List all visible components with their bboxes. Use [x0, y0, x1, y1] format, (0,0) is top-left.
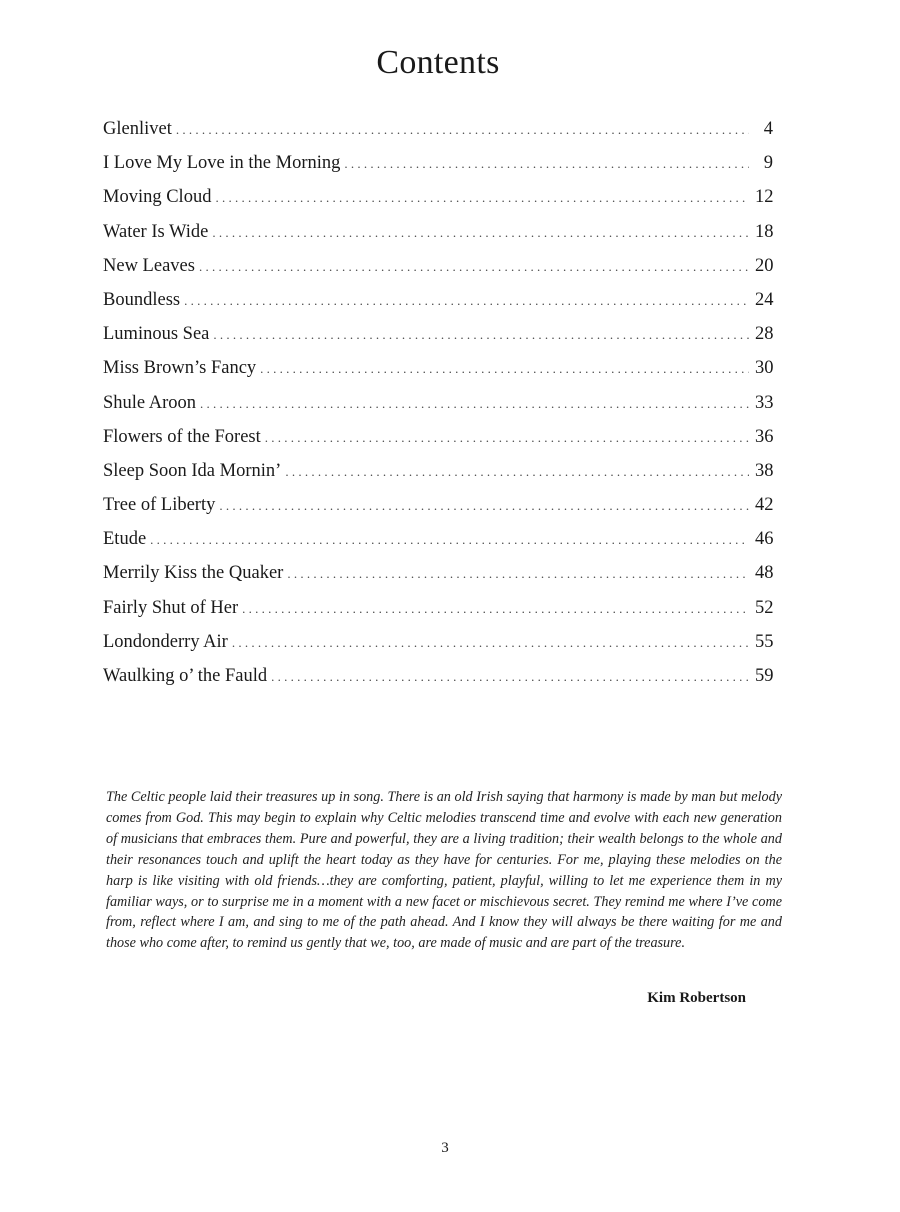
dot-leader — [213, 318, 749, 352]
dot-leader — [285, 455, 749, 489]
toc-entry — [103, 249, 773, 283]
dot-leader — [215, 181, 749, 215]
dot-leader — [212, 216, 749, 250]
toc-entry — [103, 146, 773, 180]
toc-entry — [103, 317, 773, 351]
dot-leader — [271, 660, 749, 694]
author-signature: Kim Robertson — [647, 990, 746, 1006]
toc-entry-title: Moving Cloud — [103, 187, 212, 208]
toc-entry — [103, 659, 773, 693]
dot-leader — [287, 557, 749, 591]
toc-entry-page: 4 — [763, 119, 773, 139]
toc-entry-page: 20 — [755, 255, 774, 276]
toc-entry-title: Miss Brown’s Fancy — [103, 358, 257, 379]
dot-leader — [260, 352, 749, 386]
intro-paragraph: The Celtic people laid their treasures up in song. There is an old Irish saying that harmony is made by man but melody comes from God. This may begin to explain why Celtic melodies transcend time and evolve with each new generation of musicians that embraces them. Pure and powerful, they are a living tradition; their wealth belongs to the whole and their resonances touch and uplift the heart today as they have for centuries. For me, playing these melodies on the harp is like visiting with old friends…they are comforting, patient, playful, willing to let me experience them in my familiar ways, or to surprise me in a moment with a new facet or mischievous secret. They remind me where I’ve come from, reflect where I am, and sing to me of the path ahead. And I know they will always be there waiting for me and those who come after, to remind us gently that we, too, are made of music and are part of the treasure. — [106, 789, 782, 952]
toc-entry-page: 48 — [755, 563, 774, 584]
toc-entry-page: 52 — [755, 597, 774, 618]
page-number: 3 — [441, 1140, 449, 1156]
dot-leader — [265, 421, 749, 455]
toc-entry-page: 38 — [755, 460, 774, 481]
toc-entry-title: Fairly Shut of Her — [103, 597, 239, 618]
toc-entry — [103, 488, 773, 522]
toc-entry — [103, 420, 773, 454]
toc-entry-page: 33 — [755, 392, 774, 413]
toc-entry — [103, 283, 773, 317]
table-of-contents — [103, 112, 773, 693]
toc-entry — [103, 556, 773, 590]
dot-leader — [150, 523, 749, 557]
toc-entry — [103, 112, 773, 146]
dot-leader — [200, 387, 749, 421]
toc-entry — [103, 215, 773, 249]
dot-leader — [232, 626, 749, 660]
toc-entry-page: 55 — [755, 631, 774, 652]
toc-entry-page: 9 — [763, 153, 773, 174]
toc-entry-title: Waulking o’ the Fauld — [103, 666, 268, 686]
toc-entry-page: 59 — [755, 666, 774, 686]
toc-entry-title: Shule Aroon — [103, 392, 197, 413]
toc-entry-page: 18 — [755, 221, 774, 242]
toc-entry-title: Luminous Sea — [103, 324, 210, 345]
toc-entry-page: 46 — [755, 529, 774, 550]
toc-entry — [103, 625, 773, 659]
toc-entry-title: I Love My Love in the Morning — [103, 153, 341, 174]
toc-entry-page: 28 — [755, 324, 774, 345]
dot-leader — [344, 147, 749, 181]
toc-entry-title: Boundless — [103, 289, 181, 310]
toc-entry-page: 12 — [755, 187, 774, 208]
toc-entry-title: Tree of Liberty — [103, 495, 216, 516]
toc-entry — [103, 522, 773, 556]
toc-entry — [103, 180, 773, 214]
toc-entry — [103, 454, 773, 488]
toc-entry-page: 36 — [755, 426, 774, 447]
dot-leader — [219, 489, 749, 523]
toc-entry-page: 42 — [755, 495, 774, 516]
dot-leader — [199, 250, 749, 284]
toc-entry-title: Sleep Soon Ida Mornin’ — [103, 460, 282, 481]
toc-entry-title: Flowers of the Forest — [103, 426, 261, 447]
toc-entry — [103, 386, 773, 420]
toc-entry-title: Glenlivet — [103, 119, 172, 139]
toc-entry — [103, 591, 773, 625]
toc-entry-title: Londonderry Air — [103, 631, 228, 652]
toc-entry — [103, 351, 773, 385]
toc-entry-page: 24 — [755, 289, 774, 310]
toc-entry-title: Water Is Wide — [103, 221, 209, 242]
toc-entry-title: Etude — [103, 529, 147, 550]
dot-leader — [176, 113, 749, 147]
toc-entry-page: 30 — [755, 358, 774, 379]
dot-leader — [242, 592, 749, 626]
page-title: Contents — [376, 44, 500, 81]
dot-leader — [184, 284, 749, 318]
toc-entry-title: Merrily Kiss the Quaker — [103, 563, 284, 584]
toc-entry-title: New Leaves — [103, 255, 195, 276]
